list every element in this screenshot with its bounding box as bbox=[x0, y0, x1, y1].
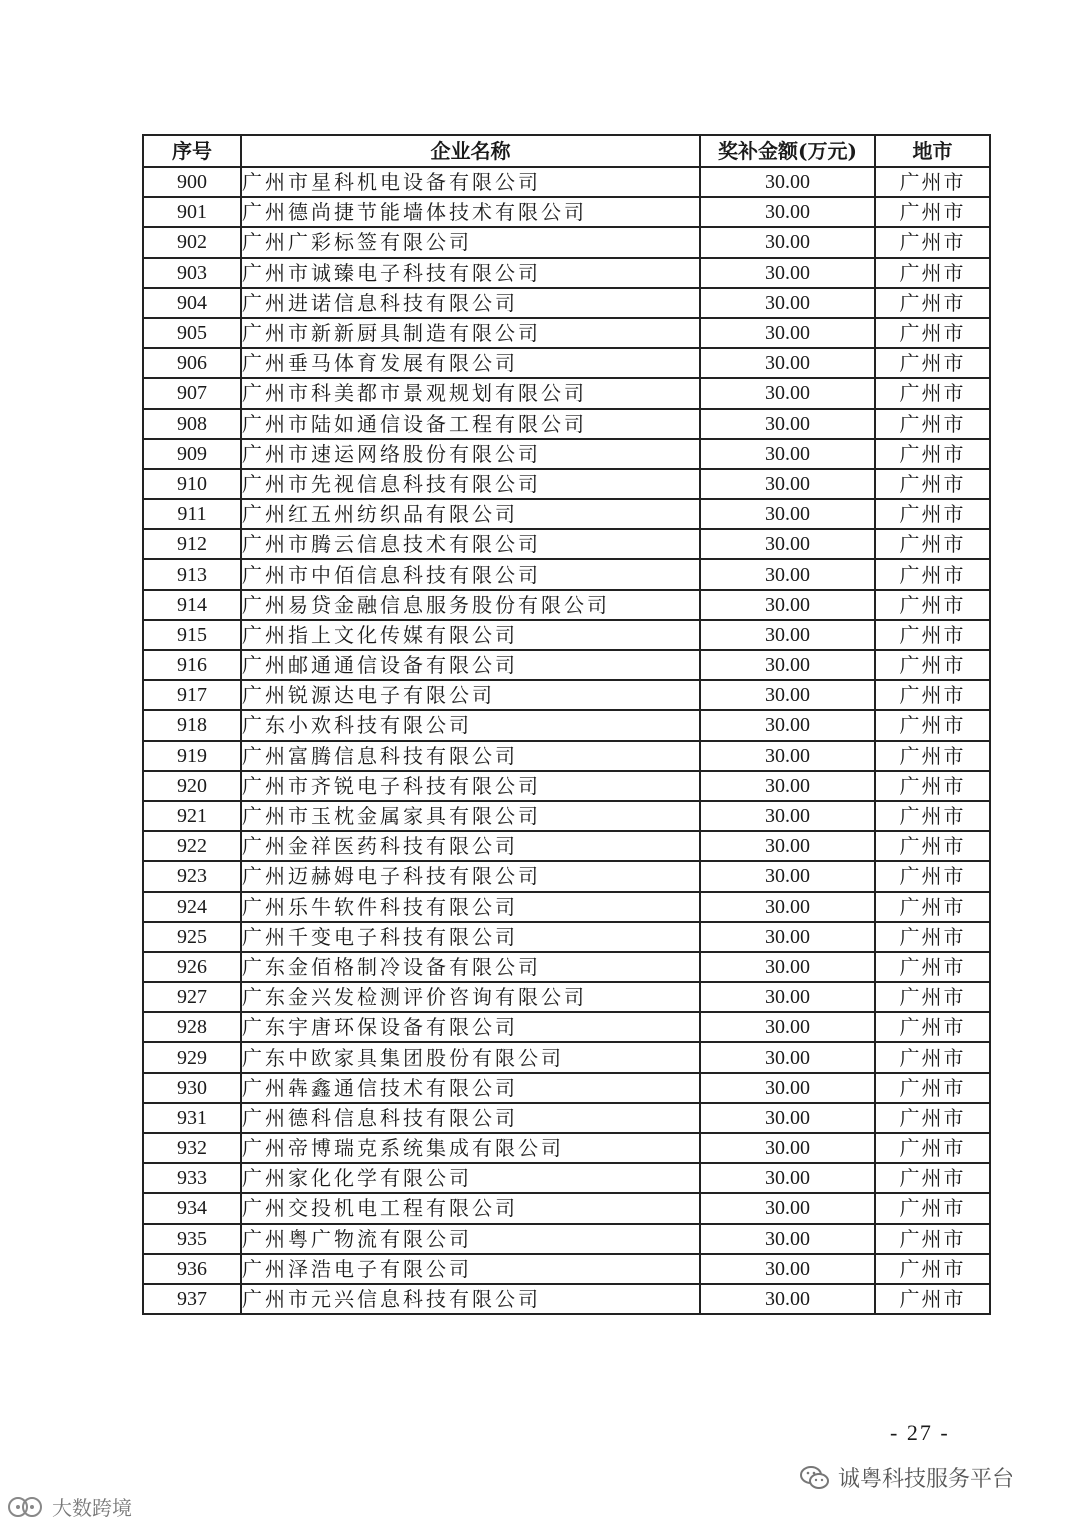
cell-city: 广州市 bbox=[875, 1163, 990, 1193]
table-row bbox=[143, 650, 990, 680]
cell-amount: 30.00 bbox=[700, 348, 875, 378]
cell-no: 912 bbox=[143, 529, 241, 559]
cell-company-name: 广州市元兴信息科技有限公司 bbox=[241, 1284, 700, 1314]
cell-amount: 30.00 bbox=[700, 559, 875, 589]
cell-no: 934 bbox=[143, 1193, 241, 1223]
cell-city: 广州市 bbox=[875, 710, 990, 740]
table-row bbox=[143, 318, 990, 348]
table-row bbox=[143, 288, 990, 318]
cell-no: 916 bbox=[143, 650, 241, 680]
cell-amount: 30.00 bbox=[700, 982, 875, 1012]
cell-company-name: 广州迈赫姆电子科技有限公司 bbox=[241, 861, 700, 891]
cell-amount: 30.00 bbox=[700, 771, 875, 801]
cell-city: 广州市 bbox=[875, 741, 990, 771]
cell-city: 广州市 bbox=[875, 318, 990, 348]
cell-city: 广州市 bbox=[875, 348, 990, 378]
table-row bbox=[143, 861, 990, 891]
cell-company-name: 广州乐牛软件科技有限公司 bbox=[241, 892, 700, 922]
cell-company-name: 广东金佰格制冷设备有限公司 bbox=[241, 952, 700, 982]
cell-city: 广州市 bbox=[875, 1193, 990, 1223]
table-row bbox=[143, 1042, 990, 1072]
header-amount: 奖补金额(万元) bbox=[700, 135, 875, 167]
cell-company-name: 广州富腾信息科技有限公司 bbox=[241, 741, 700, 771]
cell-amount: 30.00 bbox=[700, 861, 875, 891]
cell-company-name: 广州市中佰信息科技有限公司 bbox=[241, 559, 700, 589]
table-row bbox=[143, 1103, 990, 1133]
cell-city: 广州市 bbox=[875, 771, 990, 801]
table-row bbox=[143, 499, 990, 529]
cell-no: 920 bbox=[143, 771, 241, 801]
cell-company-name: 广东中欧家具集团股份有限公司 bbox=[241, 1042, 700, 1072]
cell-amount: 30.00 bbox=[700, 318, 875, 348]
cell-company-name: 广州粤广物流有限公司 bbox=[241, 1224, 700, 1254]
header-city: 地市 bbox=[875, 135, 990, 167]
cell-no: 933 bbox=[143, 1163, 241, 1193]
cell-no: 921 bbox=[143, 801, 241, 831]
cell-amount: 30.00 bbox=[700, 590, 875, 620]
table-row bbox=[143, 952, 990, 982]
cell-no: 915 bbox=[143, 620, 241, 650]
cell-company-name: 广州市速运网络股份有限公司 bbox=[241, 439, 700, 469]
cell-no: 923 bbox=[143, 861, 241, 891]
table-row bbox=[143, 378, 990, 408]
cell-no: 904 bbox=[143, 288, 241, 318]
cell-city: 广州市 bbox=[875, 922, 990, 952]
cell-company-name: 广州市玉枕金属家具有限公司 bbox=[241, 801, 700, 831]
cell-amount: 30.00 bbox=[700, 650, 875, 680]
table-row bbox=[143, 258, 990, 288]
cell-city: 广州市 bbox=[875, 1284, 990, 1314]
cell-company-name: 广州红五州纺织品有限公司 bbox=[241, 499, 700, 529]
table-row bbox=[143, 227, 990, 257]
table-row bbox=[143, 801, 990, 831]
cell-city: 广州市 bbox=[875, 1254, 990, 1284]
cell-company-name: 广州市先视信息科技有限公司 bbox=[241, 469, 700, 499]
cell-no: 919 bbox=[143, 741, 241, 771]
cell-company-name: 广东宇唐环保设备有限公司 bbox=[241, 1012, 700, 1042]
cell-company-name: 广州市腾云信息技术有限公司 bbox=[241, 529, 700, 559]
cell-company-name: 广州市新新厨具制造有限公司 bbox=[241, 318, 700, 348]
watermark-left-text: 大数跨境 bbox=[52, 1496, 132, 1520]
cell-no: 917 bbox=[143, 680, 241, 710]
table-row bbox=[143, 680, 990, 710]
cell-company-name: 广州市星科机电设备有限公司 bbox=[241, 167, 700, 197]
cell-company-name: 广州邮通通信设备有限公司 bbox=[241, 650, 700, 680]
page-number: - 27 - bbox=[890, 1420, 950, 1445]
cell-company-name: 广东金兴发检测评价咨询有限公司 bbox=[241, 982, 700, 1012]
table-row bbox=[143, 741, 990, 771]
cell-no: 927 bbox=[143, 982, 241, 1012]
cell-city: 广州市 bbox=[875, 952, 990, 982]
cell-no: 937 bbox=[143, 1284, 241, 1314]
table-row bbox=[143, 620, 990, 650]
cell-amount: 30.00 bbox=[700, 197, 875, 227]
table-row bbox=[143, 348, 990, 378]
cell-company-name: 广州交投机电工程有限公司 bbox=[241, 1193, 700, 1223]
table-row bbox=[143, 590, 990, 620]
cell-city: 广州市 bbox=[875, 1133, 990, 1163]
cell-city: 广州市 bbox=[875, 680, 990, 710]
cell-amount: 30.00 bbox=[700, 1042, 875, 1072]
cell-amount: 30.00 bbox=[700, 831, 875, 861]
cell-no: 914 bbox=[143, 590, 241, 620]
cell-amount: 30.00 bbox=[700, 227, 875, 257]
cell-amount: 30.00 bbox=[700, 892, 875, 922]
award-table bbox=[142, 134, 991, 1315]
cell-company-name: 广州金祥医药科技有限公司 bbox=[241, 831, 700, 861]
cell-no: 906 bbox=[143, 348, 241, 378]
header-company-name: 企业名称 bbox=[241, 135, 700, 167]
table-row bbox=[143, 469, 990, 499]
table-row bbox=[143, 710, 990, 740]
cell-amount: 30.00 bbox=[700, 1103, 875, 1133]
table-header-row bbox=[143, 135, 990, 167]
cell-company-name: 广州千变电子科技有限公司 bbox=[241, 922, 700, 952]
cell-amount: 30.00 bbox=[700, 741, 875, 771]
table-row bbox=[143, 529, 990, 559]
table-row bbox=[143, 831, 990, 861]
weibo-icon bbox=[6, 1495, 46, 1519]
table-row bbox=[143, 1284, 990, 1314]
cell-amount: 30.00 bbox=[700, 710, 875, 740]
watermark-weibo bbox=[6, 1492, 132, 1521]
cell-no: 925 bbox=[143, 922, 241, 952]
cell-amount: 30.00 bbox=[700, 922, 875, 952]
cell-city: 广州市 bbox=[875, 1073, 990, 1103]
cell-amount: 30.00 bbox=[700, 167, 875, 197]
table-row bbox=[143, 1224, 990, 1254]
cell-city: 广州市 bbox=[875, 409, 990, 439]
cell-city: 广州市 bbox=[875, 1042, 990, 1072]
table-row bbox=[143, 922, 990, 952]
cell-amount: 30.00 bbox=[700, 1133, 875, 1163]
cell-amount: 30.00 bbox=[700, 409, 875, 439]
cell-city: 广州市 bbox=[875, 559, 990, 589]
cell-city: 广州市 bbox=[875, 258, 990, 288]
cell-amount: 30.00 bbox=[700, 1163, 875, 1193]
cell-no: 926 bbox=[143, 952, 241, 982]
cell-amount: 30.00 bbox=[700, 801, 875, 831]
cell-no: 908 bbox=[143, 409, 241, 439]
cell-city: 广州市 bbox=[875, 620, 990, 650]
cell-amount: 30.00 bbox=[700, 680, 875, 710]
watermark-wechat bbox=[800, 1462, 1014, 1493]
cell-no: 932 bbox=[143, 1133, 241, 1163]
table-row bbox=[143, 409, 990, 439]
wechat-icon bbox=[800, 1465, 830, 1491]
cell-company-name: 广州指上文化传媒有限公司 bbox=[241, 620, 700, 650]
cell-no: 922 bbox=[143, 831, 241, 861]
cell-no: 909 bbox=[143, 439, 241, 469]
cell-amount: 30.00 bbox=[700, 499, 875, 529]
cell-city: 广州市 bbox=[875, 529, 990, 559]
cell-company-name: 广东小欢科技有限公司 bbox=[241, 710, 700, 740]
cell-company-name: 广州德尚捷节能墙体技术有限公司 bbox=[241, 197, 700, 227]
table-row bbox=[143, 1012, 990, 1042]
table-row bbox=[143, 982, 990, 1012]
cell-amount: 30.00 bbox=[700, 258, 875, 288]
cell-no: 935 bbox=[143, 1224, 241, 1254]
cell-city: 广州市 bbox=[875, 1224, 990, 1254]
table-row bbox=[143, 771, 990, 801]
cell-no: 936 bbox=[143, 1254, 241, 1284]
cell-company-name: 广州锐源达电子有限公司 bbox=[241, 680, 700, 710]
table-row bbox=[143, 167, 990, 197]
cell-no: 930 bbox=[143, 1073, 241, 1103]
cell-amount: 30.00 bbox=[700, 1224, 875, 1254]
cell-amount: 30.00 bbox=[700, 1012, 875, 1042]
table-row bbox=[143, 559, 990, 589]
cell-amount: 30.00 bbox=[700, 1193, 875, 1223]
cell-amount: 30.00 bbox=[700, 469, 875, 499]
table-row bbox=[143, 1163, 990, 1193]
cell-city: 广州市 bbox=[875, 1103, 990, 1133]
cell-company-name: 广州易贷金融信息服务股份有限公司 bbox=[241, 590, 700, 620]
cell-city: 广州市 bbox=[875, 439, 990, 469]
cell-company-name: 广州帝博瑞克系统集成有限公司 bbox=[241, 1133, 700, 1163]
table-row bbox=[143, 197, 990, 227]
cell-company-name: 广州广彩标签有限公司 bbox=[241, 227, 700, 257]
cell-no: 924 bbox=[143, 892, 241, 922]
cell-company-name: 广州市诚臻电子科技有限公司 bbox=[241, 258, 700, 288]
table-row bbox=[143, 1254, 990, 1284]
cell-no: 900 bbox=[143, 167, 241, 197]
cell-company-name: 广州进诺信息科技有限公司 bbox=[241, 288, 700, 318]
cell-city: 广州市 bbox=[875, 227, 990, 257]
cell-company-name: 广州犇鑫通信技术有限公司 bbox=[241, 1073, 700, 1103]
cell-city: 广州市 bbox=[875, 982, 990, 1012]
cell-city: 广州市 bbox=[875, 167, 990, 197]
cell-city: 广州市 bbox=[875, 892, 990, 922]
cell-amount: 30.00 bbox=[700, 288, 875, 318]
cell-no: 931 bbox=[143, 1103, 241, 1133]
cell-amount: 30.00 bbox=[700, 529, 875, 559]
cell-city: 广州市 bbox=[875, 288, 990, 318]
cell-city: 广州市 bbox=[875, 831, 990, 861]
cell-company-name: 广州市齐锐电子科技有限公司 bbox=[241, 771, 700, 801]
cell-no: 913 bbox=[143, 559, 241, 589]
cell-company-name: 广州市陆如通信设备工程有限公司 bbox=[241, 409, 700, 439]
cell-company-name: 广州德科信息科技有限公司 bbox=[241, 1103, 700, 1133]
cell-amount: 30.00 bbox=[700, 952, 875, 982]
cell-no: 911 bbox=[143, 499, 241, 529]
cell-city: 广州市 bbox=[875, 469, 990, 499]
cell-city: 广州市 bbox=[875, 650, 990, 680]
cell-amount: 30.00 bbox=[700, 378, 875, 408]
cell-amount: 30.00 bbox=[700, 1254, 875, 1284]
table-row bbox=[143, 439, 990, 469]
cell-company-name: 广州家化化学有限公司 bbox=[241, 1163, 700, 1193]
cell-amount: 30.00 bbox=[700, 1284, 875, 1314]
cell-no: 928 bbox=[143, 1012, 241, 1042]
cell-no: 903 bbox=[143, 258, 241, 288]
cell-no: 905 bbox=[143, 318, 241, 348]
cell-city: 广州市 bbox=[875, 1012, 990, 1042]
cell-company-name: 广州市科美都市景观规划有限公司 bbox=[241, 378, 700, 408]
table-row bbox=[143, 1133, 990, 1163]
cell-no: 902 bbox=[143, 227, 241, 257]
cell-amount: 30.00 bbox=[700, 1073, 875, 1103]
cell-amount: 30.00 bbox=[700, 620, 875, 650]
cell-city: 广州市 bbox=[875, 861, 990, 891]
cell-company-name: 广州垂马体育发展有限公司 bbox=[241, 348, 700, 378]
watermark-text: 诚粤科技服务平台 bbox=[838, 1467, 1015, 1492]
cell-amount: 30.00 bbox=[700, 439, 875, 469]
table-row bbox=[143, 1193, 990, 1223]
cell-no: 918 bbox=[143, 710, 241, 740]
cell-city: 广州市 bbox=[875, 197, 990, 227]
cell-no: 910 bbox=[143, 469, 241, 499]
cell-city: 广州市 bbox=[875, 590, 990, 620]
header-no: 序号 bbox=[143, 135, 241, 167]
table-row bbox=[143, 1073, 990, 1103]
cell-company-name: 广州泽浩电子有限公司 bbox=[241, 1254, 700, 1284]
table-row bbox=[143, 892, 990, 922]
cell-city: 广州市 bbox=[875, 378, 990, 408]
cell-city: 广州市 bbox=[875, 499, 990, 529]
cell-no: 929 bbox=[143, 1042, 241, 1072]
cell-no: 901 bbox=[143, 197, 241, 227]
cell-no: 907 bbox=[143, 378, 241, 408]
cell-city: 广州市 bbox=[875, 801, 990, 831]
